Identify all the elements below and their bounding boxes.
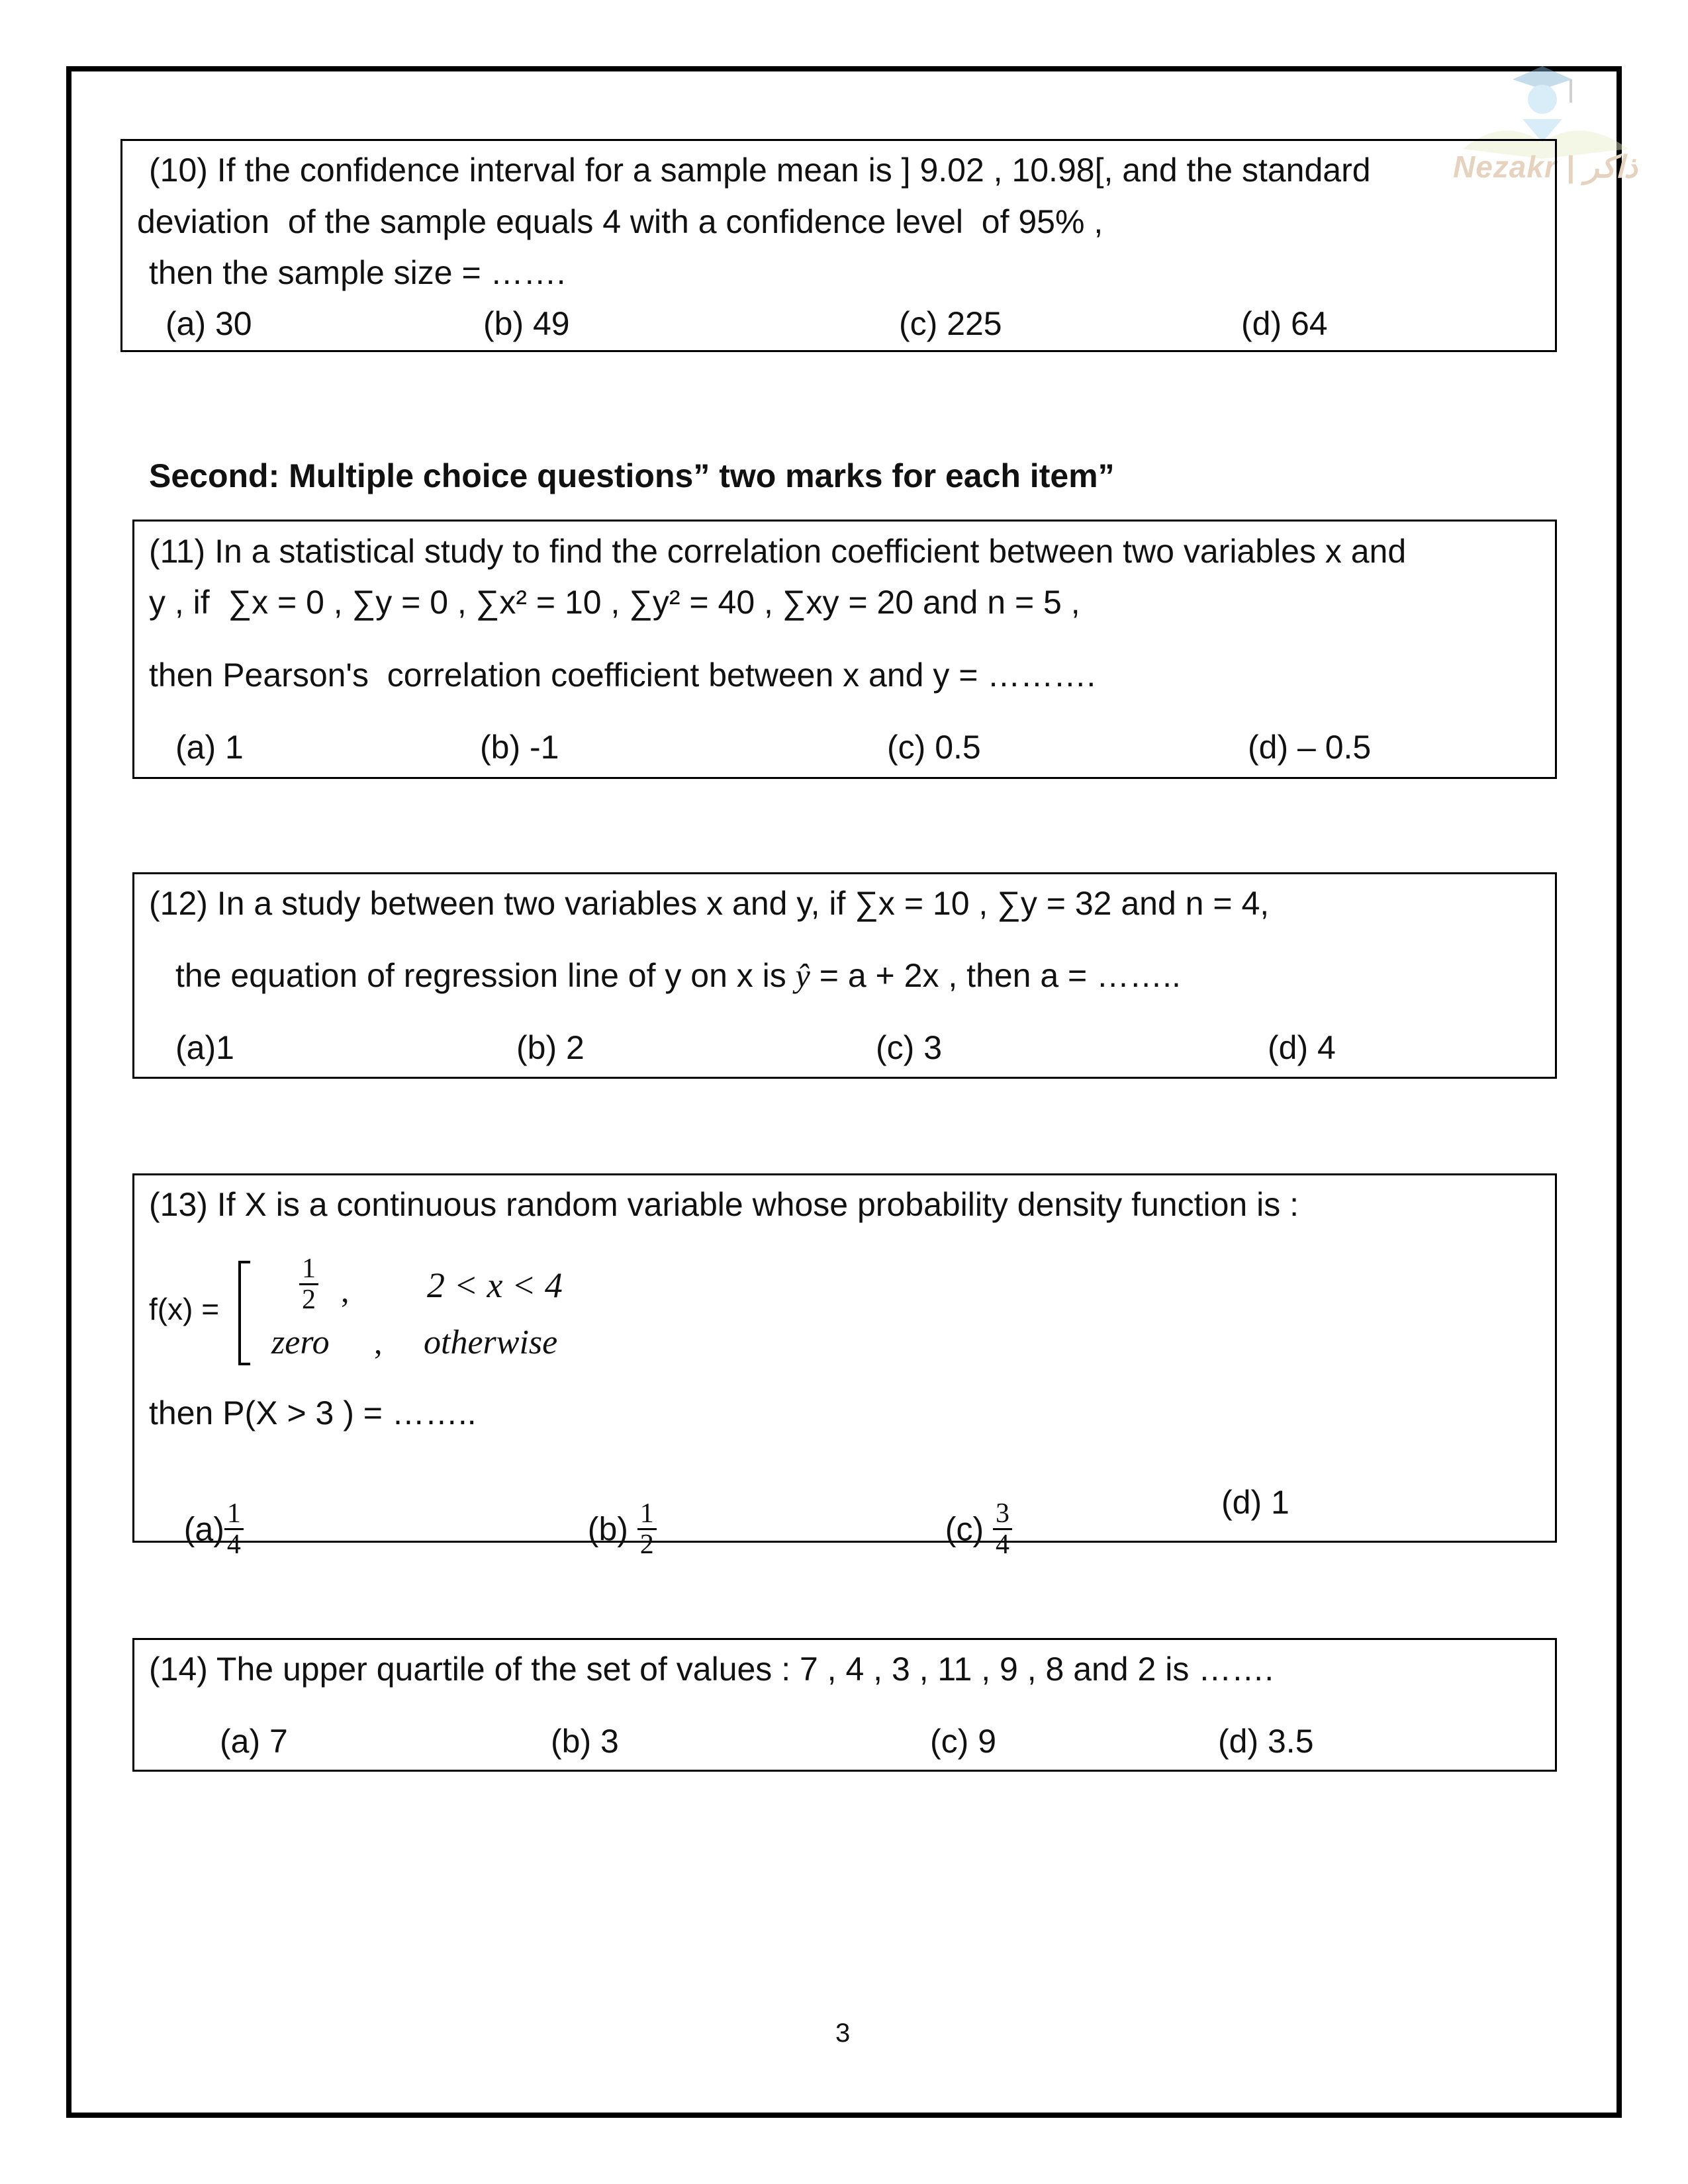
pdf-case2-sep: , [374, 1324, 383, 1361]
question-10-option-b[interactable]: (b) 49 [483, 305, 570, 342]
option-b-label: (b) [587, 1510, 637, 1548]
left-brace [238, 1261, 250, 1365]
watermark-text: Nezakr | ذاكر [1453, 150, 1638, 184]
question-13-option-a[interactable] [165, 1466, 244, 1559]
question-14-line-1: (14) The upper quartile of the set of values : 7 , 4 , 3 , 11 , 9 , 8 and 2 is ……. [149, 1651, 1274, 1688]
question-14-option-a[interactable]: (a) 7 [220, 1723, 288, 1760]
question-10-option-d[interactable]: (d) 64 [1241, 305, 1328, 342]
question-14-option-c[interactable]: (c) 9 [930, 1723, 996, 1760]
question-12-line-2b: = a + 2x , then a = …….. [810, 957, 1181, 994]
fraction-denominator: 2 [302, 1285, 316, 1316]
question-11-option-d[interactable]: (d) – 0.5 [1248, 729, 1372, 766]
fraction-denominator: 2 [639, 1529, 654, 1561]
question-12-line-1: (12) In a study between two variables x and y, if ∑x = 10 , ∑y = 32 and n = 4, [149, 885, 1270, 922]
question-11-line-3: then Pearson's correlation coefficient between x and y = ………. [149, 657, 1096, 694]
question-13-box [132, 1173, 1557, 1543]
fraction-one-quarter [224, 1499, 244, 1559]
fraction-three-quarters [993, 1499, 1012, 1559]
question-11-option-a[interactable]: (a) 1 [175, 729, 244, 766]
question-12-line-2 [175, 959, 1181, 992]
fraction-denominator: 4 [996, 1529, 1009, 1561]
question-14-option-d[interactable]: (d) 3.5 [1218, 1723, 1314, 1760]
question-13-option-d[interactable]: (d) 1 [1221, 1484, 1289, 1521]
fraction-numerator: 1 [224, 1499, 244, 1530]
y-hat-symbol: ŷ [795, 957, 810, 994]
question-10-line-1: (10) If the confidence interval for a sample mean is ] 9.02 , 10.98[, and the standard [149, 152, 1371, 189]
question-12-option-b[interactable]: (b) 2 [516, 1029, 585, 1066]
question-10-option-a[interactable]: (a) 30 [165, 305, 252, 342]
pdf-case2-condition: otherwise [424, 1324, 558, 1361]
question-11-line-2: y , if ∑x = 0 , ∑y = 0 , ∑x² = 10 , ∑y² = 40 , ∑xy = 20 and n = 5 , [149, 584, 1080, 621]
option-c-label: (c) [945, 1510, 993, 1548]
fraction-numerator: 1 [637, 1499, 657, 1530]
question-14-option-b[interactable]: (b) 3 [551, 1723, 619, 1760]
fraction-numerator: 3 [993, 1499, 1012, 1530]
question-12-option-d[interactable]: (d) 4 [1268, 1029, 1336, 1066]
page-number: 3 [835, 2019, 851, 2048]
question-11-line-1: (11) In a statistical study to find the correlation coefficient between two variables x and [149, 533, 1407, 570]
question-13-line-3: then P(X > 3 ) = …….. [149, 1394, 477, 1432]
section-title: Second: Multiple choice questions” two marks for each item” [149, 457, 1115, 494]
page-border [66, 66, 1622, 2118]
fraction-denominator: 4 [226, 1529, 241, 1561]
pdf-case1-sep: , [341, 1272, 350, 1309]
fraction-one-half-option [637, 1499, 657, 1559]
question-10-line-2: deviation of the sample equals 4 with a confidence level of 95% , [137, 203, 1103, 240]
question-13-line-1: (13) If X is a continuous random variable whose probability density function is : [149, 1186, 1299, 1223]
fraction-numerator: 1 [299, 1254, 318, 1285]
pdf-case1-condition: 2 < x < 4 [427, 1265, 563, 1305]
question-11-option-b[interactable]: (b) -1 [480, 729, 559, 766]
question-10-line-3: then the sample size = ……. [149, 254, 566, 291]
option-a-label: (a) [183, 1510, 224, 1548]
question-12-option-a[interactable]: (a)1 [175, 1029, 234, 1066]
question-10-option-c[interactable]: (c) 225 [899, 305, 1002, 342]
question-12-option-c[interactable]: (c) 3 [876, 1029, 942, 1066]
question-13-option-c[interactable] [927, 1466, 1012, 1559]
pdf-label: f(x) = [149, 1292, 220, 1326]
question-11-option-c[interactable]: (c) 0.5 [887, 729, 981, 766]
question-13-option-b[interactable] [569, 1466, 657, 1559]
question-12-line-2a: the equation of regression line of y on x is [175, 957, 796, 994]
pdf-case2-value: zero [271, 1324, 330, 1361]
fraction-one-half [299, 1254, 318, 1314]
